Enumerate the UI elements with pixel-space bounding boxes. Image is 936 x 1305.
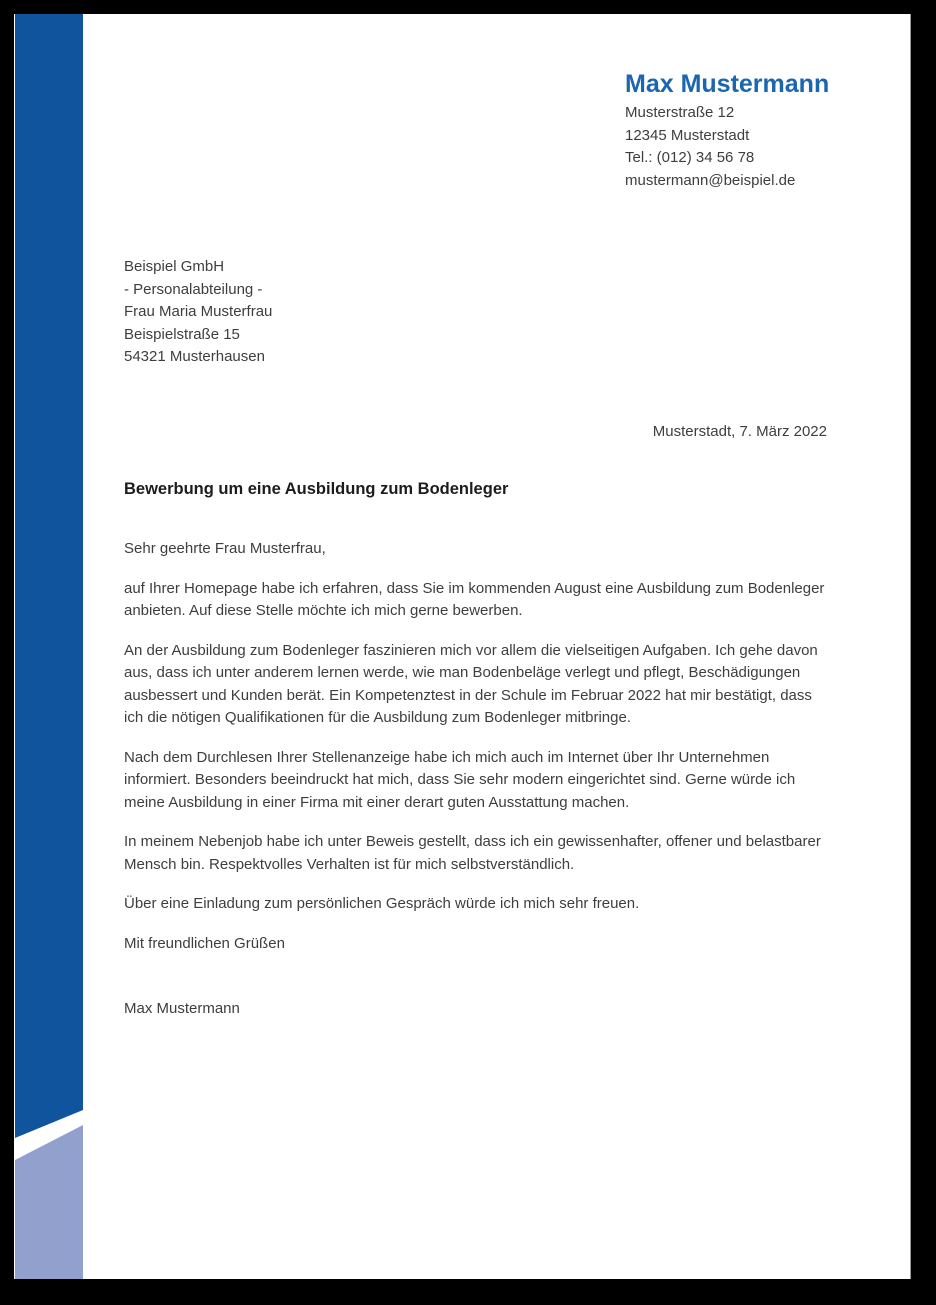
paragraph-invitation: Über eine Einladung zum persönlichen Gespräch würde ich mich sehr freuen. bbox=[124, 895, 640, 912]
letter-body bbox=[124, 538, 830, 1038]
sender-email: mustermann@beispiel.de bbox=[625, 171, 796, 189]
left-accent-stripe bbox=[15, 14, 83, 1279]
signature-name: Max Mustermann bbox=[124, 1000, 240, 1017]
letter-page bbox=[14, 14, 910, 1279]
accent-stripe-light-segment bbox=[15, 1125, 83, 1279]
sender-city: 12345 Musterstadt bbox=[625, 126, 750, 144]
recipient-street: Beispielstraße 15 bbox=[124, 325, 240, 343]
recipient-city: 54321 Musterhausen bbox=[124, 348, 265, 366]
paragraph-intro: auf Ihrer Homepage habe ich erfahren, dass Sie im kommenden August eine Ausbildung zum Bodenleger anbieten. Auf diese Stelle möchte ich mich gerne bewerben. bbox=[124, 579, 825, 619]
sender-address bbox=[625, 102, 829, 192]
place-and-date: Musterstadt, 7. März 2022 bbox=[652, 423, 827, 440]
subject-line: Bewerbung um eine Ausbildung zum Bodenleger bbox=[124, 480, 509, 498]
sender-street: Musterstraße 12 bbox=[625, 104, 735, 121]
sender-block bbox=[625, 68, 829, 192]
closing-greeting: Mit freundlichen Grüßen bbox=[124, 934, 285, 952]
salutation: Sehr geehrte Frau Musterfrau, bbox=[124, 540, 326, 557]
accent-stripe-dark-segment bbox=[15, 14, 83, 1138]
recipient-block bbox=[124, 256, 272, 369]
paragraph-personal-strengths: In meinem Nebenjob habe ich unter Beweis gestellt, dass ich ein gewissenhafter, offener und belastbarer Mensch bin. Respektvolles Verhalten ist für mich selbstverständlich. bbox=[124, 833, 821, 873]
paragraph-company-research: Nach dem Durchlesen Ihrer Stellenanzeige habe ich mich auch im Internet über Ihr Unternehmen informiert. Besonders beeindruckt hat mich, dass Sie sehr modern eingerichtet sind. Gerne würde ich meine Ausbildung in einer Firma mit einer derart guten Ausstattung machen. bbox=[124, 748, 796, 811]
recipient-department: - Personalabteilung - bbox=[124, 280, 263, 298]
paragraph-motivation: An der Ausbildung zum Bodenleger faszinieren mich vor allem die vielseitigen Aufgaben. Ich gehe davon aus, dass ich unter anderem lernen werde, wie man Bodenbeläge verlegt und pflegt, Beschädigungen ausbessert und Kunden berät. Ein Kompetenztest in der Schule im Februar 2022 hat mir bestätigt, dass ich die nötigen Qualifikationen für die Ausbildung zum Bodenleger mitbringe. bbox=[124, 641, 818, 726]
recipient-company: Beispiel GmbH bbox=[124, 258, 225, 275]
recipient-contact-person: Frau Maria Musterfrau bbox=[124, 303, 273, 321]
sender-phone: Tel.: (012) 34 56 78 bbox=[625, 149, 755, 167]
sender-name: Max Mustermann bbox=[625, 70, 830, 98]
